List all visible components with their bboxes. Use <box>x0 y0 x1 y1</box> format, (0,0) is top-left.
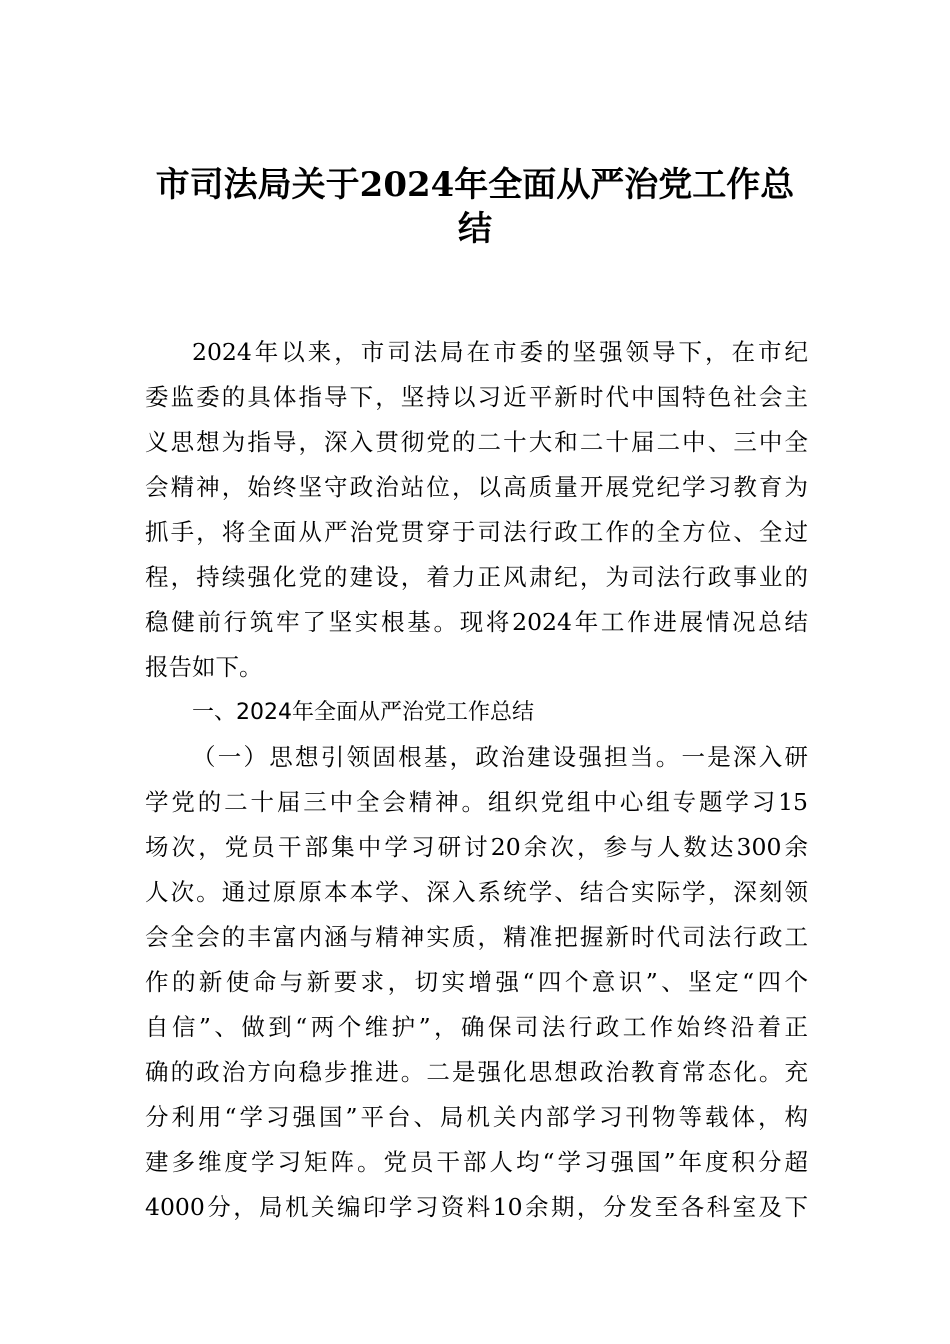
text-line: 报告如下。 <box>145 653 263 681</box>
text-line: 4000分，局机关编印学习资料10余期，分发至各科室及下 <box>145 1193 808 1221</box>
text-line: 建多维度学习矩阵。党员干部人均“学习强国”年度积分超 <box>145 1148 808 1176</box>
text-line: 委监委的具体指导下，坚持以习近平新时代中国特色社会主 <box>145 383 808 411</box>
paragraph-intro <box>145 330 808 690</box>
text-line: 场次，党员干部集中学习研讨20余次，参与人数达300余 <box>145 833 808 861</box>
section-heading: 一、2024年全面从严治党工作总结 <box>192 700 534 725</box>
text-line: 确的政治方向稳步推进。二是强化思想政治教育常态化。充 <box>145 1058 808 1086</box>
paragraph-section-1 <box>145 735 808 1230</box>
text-line: 2024年以来，市司法局在市委的坚强领导下，在市纪 <box>192 338 808 366</box>
text-line: 分利用“学习强国”平台、局机关内部学习刊物等载体，构 <box>145 1103 808 1131</box>
text-line: （一）思想引领固根基，政治建设强担当。一是深入研 <box>192 743 808 771</box>
document-body <box>145 330 808 1230</box>
text-line: 抓手，将全面从严治党贯穿于司法行政工作的全方位、全过 <box>145 518 808 546</box>
text-line: 人次。通过原原本本学、深入系统学、结合实际学，深刻领 <box>145 878 808 906</box>
text-line: 程，持续强化党的建设，着力正风肃纪，为司法行政事业的 <box>145 563 808 591</box>
document-title-line-2: 结 <box>458 209 492 249</box>
text-line: 会精神，始终坚守政治站位，以高质量开展党纪学习教育为 <box>145 473 808 501</box>
document-title-line-1: 市司法局关于2024年全面从严治党工作总 <box>155 165 795 205</box>
text-line: 义思想为指导，深入贯彻党的二十大和二十届二中、三中全 <box>145 428 808 456</box>
text-line: 稳健前行筑牢了坚实根基。现将2024年工作进展情况总结 <box>145 608 808 636</box>
text-line: 学党的二十届三中全会精神。组织党组中心组专题学习15 <box>145 788 808 816</box>
text-line: 作的新使命与新要求，切实增强“四个意识”、坚定“四个 <box>145 968 808 996</box>
text-line: 会全会的丰富内涵与精神实质，精准把握新时代司法行政工 <box>145 923 808 951</box>
text-line: 自信”、做到“两个维护”，确保司法行政工作始终沿着正 <box>145 1013 808 1041</box>
